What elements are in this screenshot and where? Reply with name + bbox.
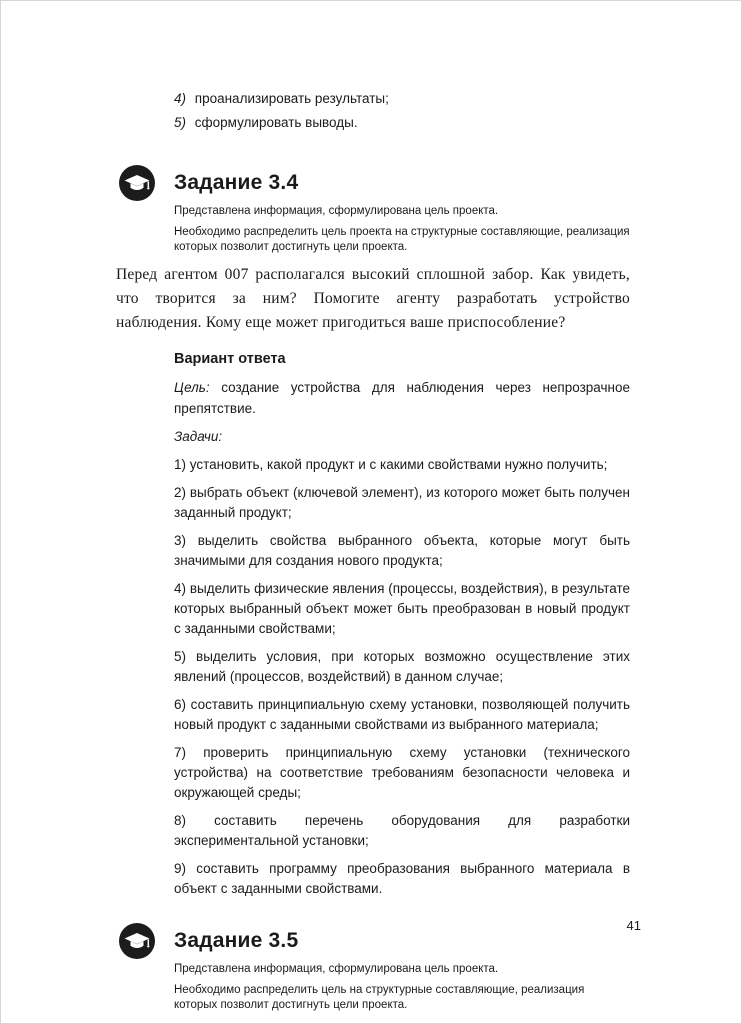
task-list-item: 1) установить, какой продукт и с какими свойствами нужно получить; [174, 457, 608, 472]
page-content [116, 87, 630, 1013]
list-text: проанализировать результаты; [194, 91, 389, 106]
task-description-line: Представлена информация, сформулирована цель проекта. [174, 963, 499, 975]
graduation-cap-icon [119, 165, 155, 201]
tasks-label: Задачи: [174, 429, 223, 444]
task-3-5-header [116, 923, 630, 959]
task-3-4-description [174, 204, 630, 255]
task-title: Задание 3.4 [174, 171, 299, 194]
graduation-cap-icon [119, 923, 155, 959]
problem-text: Перед агентом 007 располагался высокий сплошной забор. Как увидеть, что творится за ним? Помогите агенту разработать устройство наблюдения. Кому еще может пригодиться ваше приспособление? [116, 266, 630, 331]
task-list-item: 5) выделить условия, при которых возможно осуществление этих явлений (процессов, воздействий) в данном случае; [174, 649, 630, 684]
list-text: сформулировать выводы. [194, 115, 358, 130]
task-3-5-description [174, 962, 630, 1013]
task-list-item: 2) выбрать объект (ключевой элемент), из которого может быть получен заданный продукт; [174, 485, 630, 520]
task-list-item: 7) проверить принципиальную схему установки (технического устройства) на соответствие требованиям безопасности человека и окружающей среды; [174, 745, 630, 800]
intro-list [116, 87, 630, 135]
goal-text: создание устройства для наблюдения через непрозрачное препятствие. [174, 380, 630, 416]
goal-paragraph [174, 377, 630, 419]
answer-heading: Вариант ответа [174, 351, 286, 367]
list-item [174, 111, 630, 135]
goal-label: Цель: [174, 380, 210, 395]
task-description-line: Необходимо распределить цель на структурные составляющие, реализация которых позволит достигнуть цели проекта. [174, 984, 585, 1011]
task-list-item: 3) выделить свойства выбранного объекта, которые могут быть значимыми для создания нового продукта; [174, 533, 630, 568]
task-list-item: 6) составить принципиальную схему установки, позволяющей получить новый продукт с заданными свойствами из выбранного материала; [174, 697, 630, 732]
task-3-4-header [116, 165, 630, 201]
task-list-item: 8) составить перечень оборудования для разработки экспериментальной установки; [174, 813, 630, 848]
task-list-item: 9) составить программу преобразования выбранного материала в объект с заданными свойствами. [174, 861, 630, 896]
task-description-line: Необходимо распределить цель проекта на структурные составляющие, реализация которых позволит достигнуть цели проекта. [174, 226, 630, 253]
list-marker: 5) [174, 115, 187, 130]
list-item [174, 87, 630, 111]
task-description-line: Представлена информация, сформулирована цель проекта. [174, 205, 499, 217]
task-title: Задание 3.5 [174, 929, 299, 952]
list-marker: 4) [174, 91, 187, 106]
page-number: 41 [626, 918, 641, 933]
task-list-item: 4) выделить физические явления (процессы, воздействия), в результате которых выбранный объект может быть преобразован в новый продукт с заданными свойствами; [174, 581, 630, 636]
